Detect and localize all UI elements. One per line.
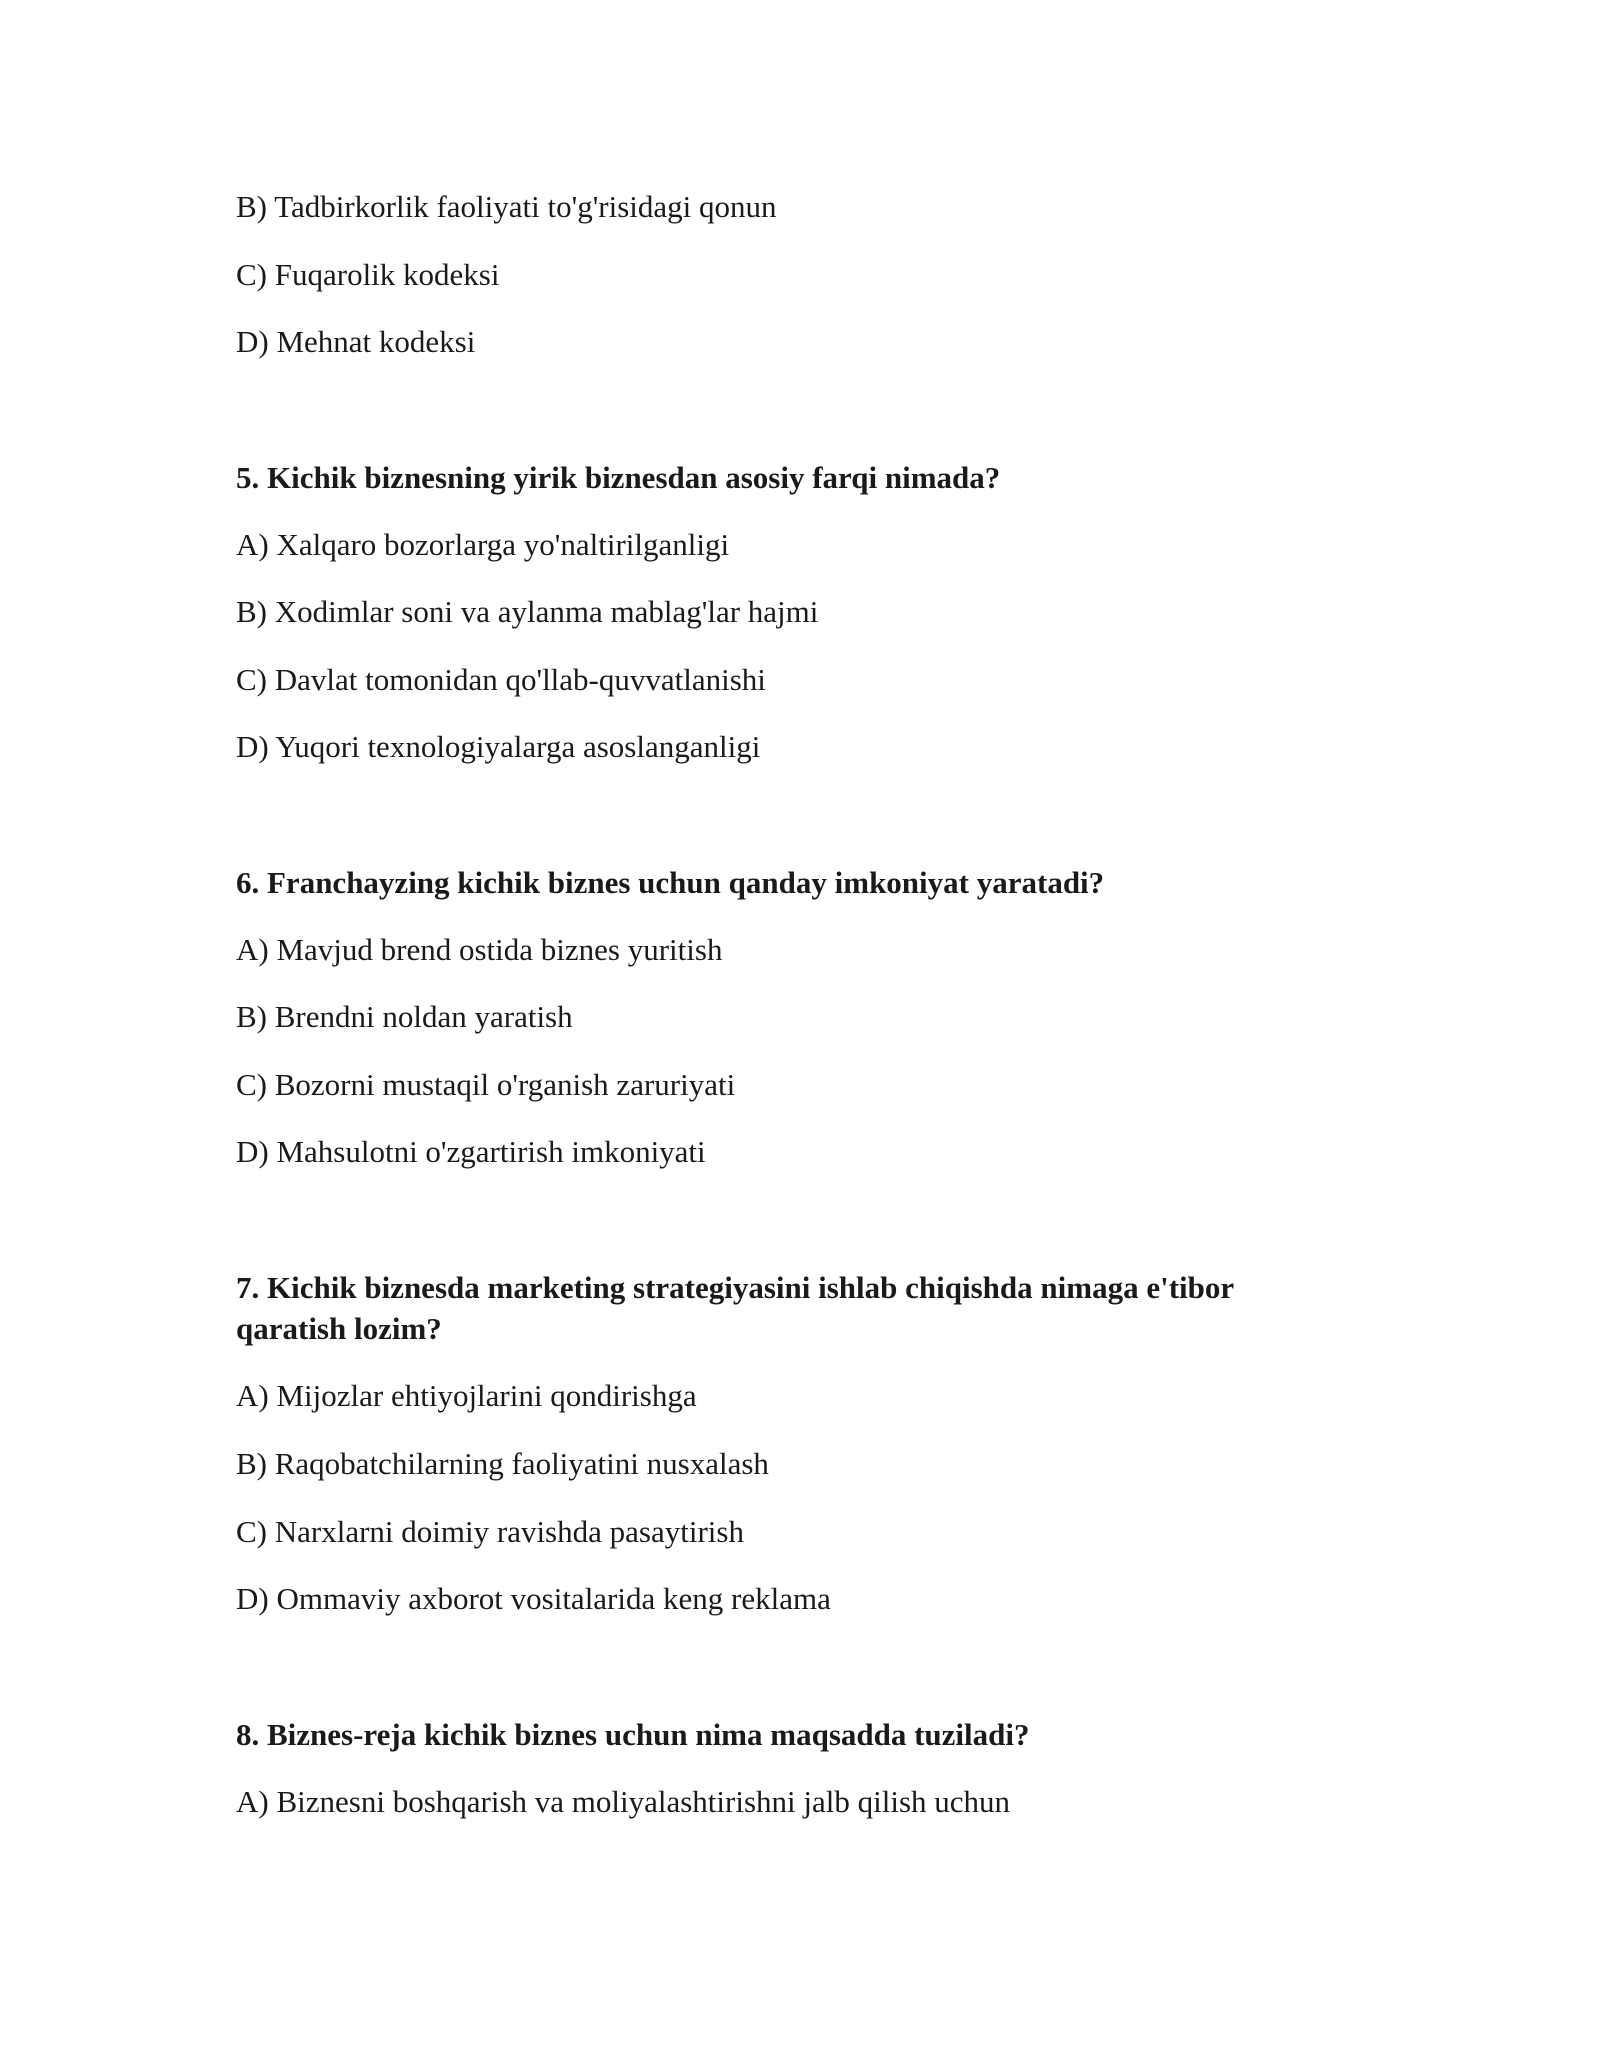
question-7-option-b: B) Raqobatchilarning faoliyatini nusxalash <box>236 1446 769 1481</box>
question-5: 5. Kichik biznesning yirik biznesdan asosiy farqi nimada? <box>236 460 1001 495</box>
question-6: 6. Franchayzing kichik biznes uchun qanday imkoniyat yaratadi? <box>236 865 1105 900</box>
question-5-option-c: C) Davlat tomonidan qo'llab-quvvatlanishi <box>236 662 766 697</box>
question-7-option-a: A) Mijozlar ehtiyojlarini qondirishga <box>236 1378 697 1413</box>
question-5-option-a: A) Xalqaro bozorlarga yo'naltirilganligi <box>236 527 730 562</box>
question-6-option-c: C) Bozorni mustaqil o'rganish zaruriyati <box>236 1067 736 1102</box>
question-6-option-d: D) Mahsulotni o'zgartirish imkoniyati <box>236 1134 706 1169</box>
question-5-option-b: B) Xodimlar soni va aylanma mablag'lar hajmi <box>236 594 819 629</box>
question-6-option-b: B) Brendni noldan yaratish <box>236 999 573 1034</box>
question-8: 8. Biznes-reja kichik biznes uchun nima maqsadda tuziladi? <box>236 1717 1030 1752</box>
option-b: B) Tadbirkorlik faoliyati to'g'risidagi qonun <box>236 189 777 224</box>
option-c: C) Fuqarolik kodeksi <box>236 257 500 292</box>
question-7-option-c: C) Narxlarni doimiy ravishda pasaytirish <box>236 1514 744 1549</box>
question-7-option-d: D) Ommaviy axborot vositalarida keng reklama <box>236 1581 831 1616</box>
option-d: D) Mehnat kodeksi <box>236 324 476 359</box>
question-5-option-d: D) Yuqori texnologiyalarga asoslanganligi <box>236 729 761 764</box>
question-8-option-a: A) Biznesni boshqarish va moliyalashtirishni jalb qilish uchun <box>236 1784 1011 1819</box>
question-6-option-a: A) Mavjud brend ostida biznes yuritish <box>236 932 723 967</box>
question-7: 7. Kichik biznesda marketing strategiyasini ishlab chiqishda nimaga e'tibor qaratish lozim? <box>236 1270 1234 1346</box>
